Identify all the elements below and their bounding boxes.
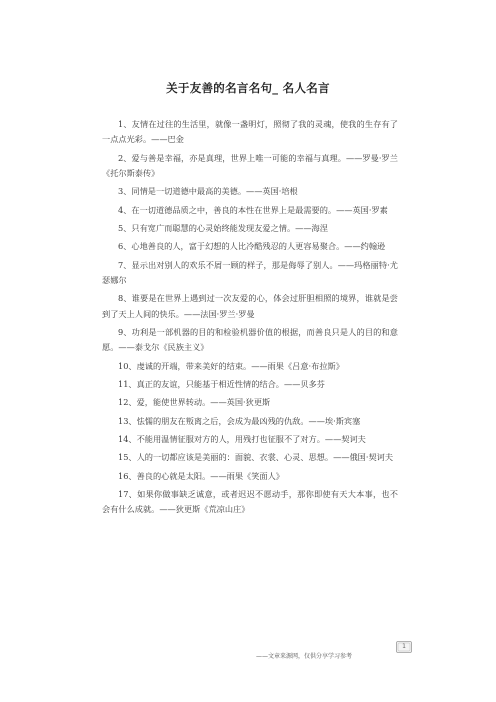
quote-item: 1、友情在过往的生活里，就像一盏明灯，照彻了我的灵魂，使我的生存有了一点点光彩。——巴金 (102, 119, 398, 145)
page-number-badge (396, 641, 412, 653)
quote-item: 16、善良的心就是太阳。——雨果《笑面人》 (118, 470, 284, 481)
quote-item: 5、只有宽广而聪慧的心灵始终能发现友爱之情。——海涅 (118, 222, 328, 233)
quote-item: 4、在一切道德品质之中，善良的本性在世界上是最需要的。——英国·罗素 (118, 204, 388, 215)
quote-item: 17、如果你做事缺乏诚意，或者迟迟不愿动手，那你即使有天大本事，也不会有什么成就。——狄更斯《荒凉山庄》 (102, 489, 398, 515)
quote-list (102, 117, 398, 521)
page-title: 关于友善的名言名句_ 名人名言 (166, 81, 330, 95)
footer-source-note: ——文章来源网，仅供分享学习参考 (256, 653, 353, 660)
page-number: 1 (402, 643, 406, 650)
quote-item: 11、真正的友谊，只能基于相近性情的结合。——贝多芬 (118, 378, 325, 389)
quote-item: 10、虔诚的开端，带来美好的结束。——雨果《吕意·布拉斯》 (118, 360, 344, 371)
quote-item: 8、谁要是在世界上遇到过一次友爱的心，体会过肝胆相照的境界，谁就是尝到了天上人间的快乐。——法国·罗兰·罗曼 (102, 293, 398, 319)
quote-item: 3、同情是一切道德中最高的美德。——英国·培根 (118, 186, 298, 197)
quote-item: 13、怯懦的朋友在叛离之后，会成为最凶残的仇敌。——埃·斯宾塞 (118, 415, 361, 426)
quote-item: 9、功利是一部机器的目的和检验机器价值的根据，而善良只是人的目的和意愿。——泰戈尔《民族主义》 (102, 326, 398, 353)
quote-item: 7、显示出对别人的欢乐不屑一顾的样子，那是侮辱了别人。——玛格丽特·尤瑟娜尔 (102, 259, 398, 285)
quote-item: 15、人的一切都应该是美丽的：面貌、衣裳、心灵、思想。——俄国·契诃夫 (118, 452, 394, 463)
quote-item: 6、心地善良的人，富于幻想的人比冷酷残忍的人更容易聚合。——约翰逊 (118, 241, 386, 252)
quote-item: 12、爱，能使世界转动。——英国·狄更斯 (118, 397, 271, 408)
quote-item: 14、不能用温情征服对方的人，用残打也征服不了对方。——契诃夫 (118, 434, 366, 445)
quote-item: 2、爱与善是幸福，亦是真理，世界上唯一可能的幸福与真理。——罗曼·罗兰《托尔斯泰传》 (102, 152, 398, 178)
